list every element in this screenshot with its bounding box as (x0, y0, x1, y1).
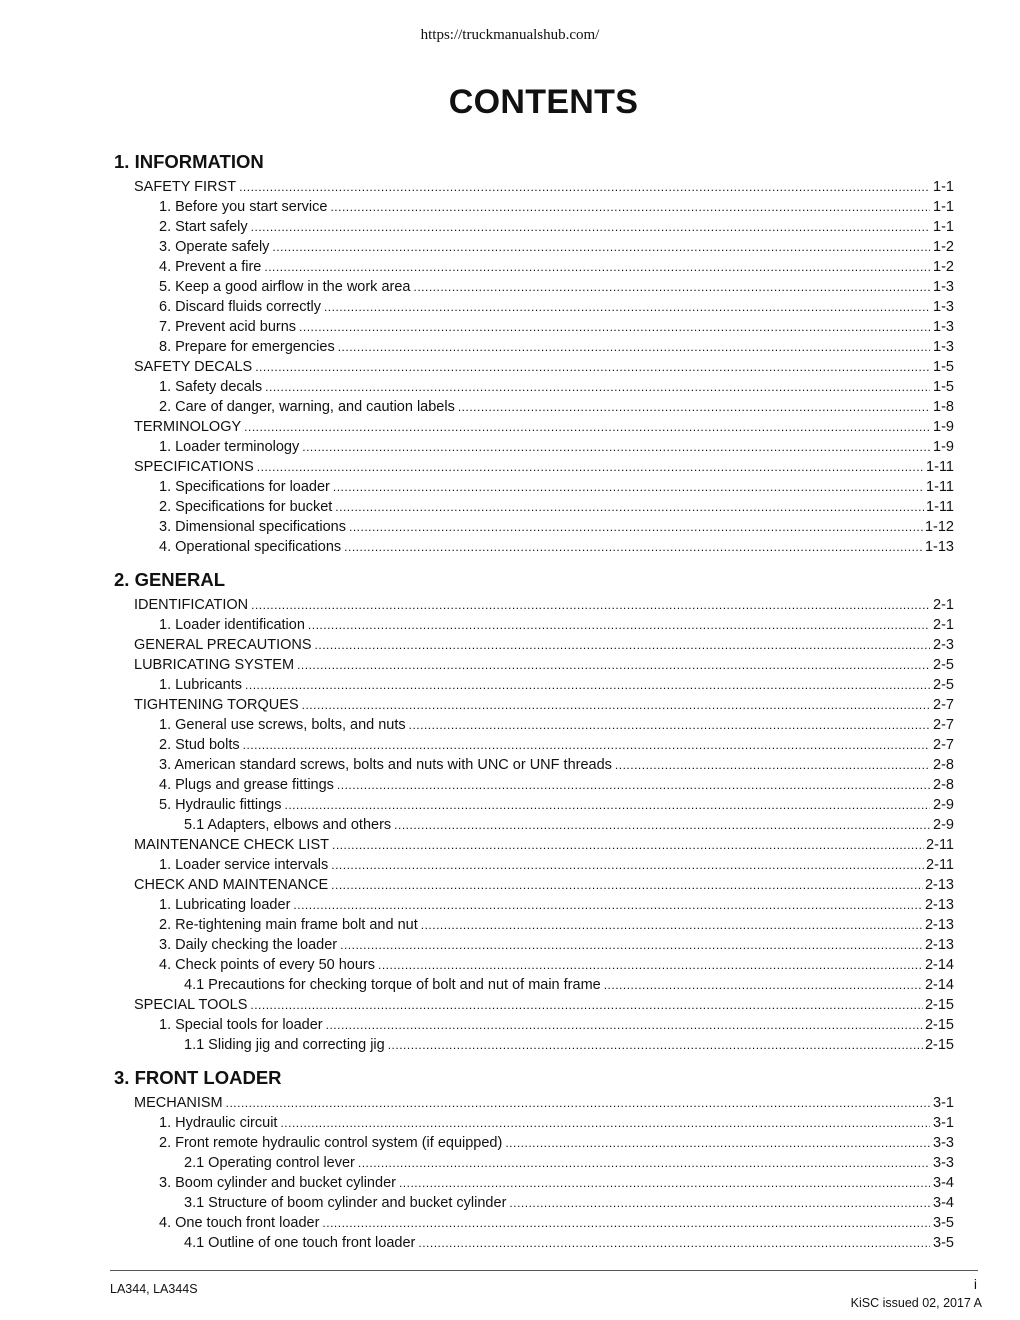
dot-leader (509, 1193, 930, 1213)
dot-leader (308, 615, 930, 635)
toc-entry-page: 3-1 (933, 1095, 954, 1111)
toc-entry-title: 3. American standard screws, bolts and nuts with UNC or UNF threads (159, 757, 612, 773)
toc-entry[interactable] (114, 237, 954, 257)
toc-entry-title: 4. One touch front loader (159, 1215, 320, 1231)
toc-entry-page: 2-8 (933, 757, 954, 773)
dot-leader (302, 437, 930, 457)
toc-entry-title: 8. Prepare for emergencies (159, 339, 335, 355)
toc-entry-title: MAINTENANCE CHECK LIST (134, 837, 329, 853)
toc-entry-title: CHECK AND MAINTENANCE (134, 877, 329, 893)
toc-entry-page: 2-9 (933, 797, 954, 813)
toc-entry-page: 1-2 (933, 239, 954, 255)
toc-entry[interactable] (114, 1133, 954, 1153)
dot-leader (330, 197, 930, 217)
toc-entry-title: IDENTIFICATION (134, 597, 249, 613)
toc-entry-page: 1-11 (926, 499, 954, 515)
toc-entry-page: 1-1 (933, 199, 954, 215)
toc-entry-title: 1. Loader identification (159, 617, 305, 633)
toc-entry-page: 1-11 (926, 479, 954, 495)
toc-entry[interactable] (114, 437, 954, 457)
toc-entry-page: 2-1 (933, 617, 954, 633)
toc-entry[interactable] (114, 795, 954, 815)
toc-entry-page: 1-9 (933, 439, 954, 455)
dot-leader (244, 417, 930, 437)
toc-entry-page: 2-14 (924, 977, 954, 993)
footer-model: LA344, LA344S (110, 1282, 198, 1296)
toc-entry-title: 1. Specifications for loader (159, 479, 330, 495)
toc-entry-title: 5. Keep a good airflow in the work area (159, 279, 411, 295)
dot-leader (251, 595, 930, 615)
toc-entry-title: 2. Stud bolts (159, 737, 240, 753)
toc-entry-title: 2. Specifications for bucket (159, 499, 333, 515)
toc-entry-title: 1. General use screws, bolts, and nuts (159, 717, 406, 733)
toc-entry-title: 3. Operate safely (159, 239, 270, 255)
dot-leader (458, 397, 930, 417)
toc-entry-title: SPECIFICATIONS (134, 459, 254, 475)
toc-entry-page: 2-15 (924, 1017, 954, 1033)
toc-entry-title: 4. Check points of every 50 hours (159, 957, 376, 973)
toc-entry-title: 4.1 Precautions for checking torque of bolt and nut of main frame (184, 977, 601, 993)
dot-leader (421, 915, 923, 935)
toc-entry-page: 2-13 (924, 937, 954, 953)
dot-leader (265, 377, 930, 397)
dot-leader (280, 1113, 930, 1133)
toc-entry[interactable] (114, 955, 954, 975)
toc-entry[interactable] (114, 915, 954, 935)
dot-leader (257, 457, 924, 477)
toc-entry[interactable] (114, 1093, 954, 1113)
toc-entry[interactable] (114, 177, 954, 197)
toc-entry-page: 1-3 (933, 339, 954, 355)
toc-entry-title: GENERAL PRECAUTIONS (134, 637, 312, 653)
dot-leader (251, 217, 930, 237)
toc-entry[interactable] (114, 457, 954, 477)
toc-entry[interactable] (114, 317, 954, 337)
table-of-contents (114, 147, 954, 1253)
dot-leader (243, 735, 930, 755)
dot-leader (331, 875, 923, 895)
dot-leader (239, 177, 930, 197)
dot-leader (349, 517, 923, 537)
toc-entry-page: 2-9 (933, 817, 954, 833)
dot-leader (409, 715, 930, 735)
toc-entry-page: 3-5 (933, 1215, 954, 1231)
toc-entry[interactable] (114, 775, 954, 795)
toc-entry[interactable] (114, 675, 954, 695)
dot-leader (388, 1035, 923, 1055)
toc-entry-title: 1. Loader terminology (159, 439, 300, 455)
toc-entry-page: 2-11 (926, 837, 954, 853)
toc-entry[interactable] (114, 377, 954, 397)
toc-entry-title: 4. Plugs and grease fittings (159, 777, 334, 793)
toc-entry-title: 5. Hydraulic fittings (159, 797, 282, 813)
toc-entry-page: 2-15 (924, 1037, 954, 1053)
toc-entry[interactable] (114, 277, 954, 297)
toc-entry-title: 5.1 Adapters, elbows and others (184, 817, 392, 833)
toc-entry-page: 1-5 (933, 379, 954, 395)
toc-entry-page: 3-4 (933, 1195, 954, 1211)
toc-entry[interactable] (114, 975, 954, 995)
toc-entry-title: 1. Hydraulic circuit (159, 1115, 278, 1131)
toc-entry-title: TERMINOLOGY (134, 419, 242, 435)
toc-entry[interactable] (114, 735, 954, 755)
toc-entry-page: 2-7 (933, 717, 954, 733)
toc-entry-title: 6. Discard fluids correctly (159, 299, 321, 315)
footer-page-number: i (973, 1276, 977, 1292)
toc-entry[interactable] (114, 755, 954, 775)
toc-entry-page: 1-12 (924, 519, 954, 535)
toc-entry-page: 3-1 (933, 1115, 954, 1131)
dot-leader (335, 497, 924, 517)
toc-entry-page: 2-14 (924, 957, 954, 973)
toc-entry-title: 3. Boom cylinder and bucket cylinder (159, 1175, 396, 1191)
toc-entry[interactable] (114, 875, 954, 895)
dot-leader (322, 1213, 930, 1233)
toc-entry-page: 1-8 (933, 399, 954, 415)
section-heading: 3. FRONT LOADER (114, 1067, 282, 1088)
toc-entry-title: SAFETY FIRST (134, 179, 237, 195)
section-heading: 2. GENERAL (114, 569, 226, 590)
dot-leader (344, 537, 923, 557)
toc-entry-title: 4.1 Outline of one touch front loader (184, 1235, 416, 1251)
toc-entry[interactable] (114, 655, 954, 675)
toc-entry-page: 1-1 (933, 179, 954, 195)
toc-entry[interactable] (114, 517, 954, 537)
dot-leader (245, 675, 930, 695)
toc-entry[interactable] (114, 695, 954, 715)
toc-entry[interactable] (114, 1233, 954, 1253)
toc-entry-page: 2-5 (933, 657, 954, 673)
toc-entry-page: 2-13 (924, 877, 954, 893)
toc-entry[interactable] (114, 537, 954, 557)
dot-leader (226, 1093, 930, 1113)
footer-issue: KiSC issued 02, 2017 A (850, 1296, 982, 1310)
toc-entry-title: 4. Prevent a fire (159, 259, 262, 275)
dot-leader (418, 1233, 930, 1253)
toc-entry-title: MECHANISM (134, 1095, 223, 1111)
toc-entry-page: 1-11 (926, 459, 954, 475)
dot-leader (255, 357, 930, 377)
toc-entry[interactable] (114, 815, 954, 835)
toc-entry-page: 2-5 (933, 677, 954, 693)
toc-entry-page: 2-7 (933, 737, 954, 753)
toc-entry[interactable] (114, 357, 954, 377)
toc-entry[interactable] (114, 615, 954, 635)
toc-entry-title: 1. Lubricants (159, 677, 243, 693)
dot-leader (340, 935, 923, 955)
toc-entry[interactable] (114, 477, 954, 497)
dot-leader (285, 795, 931, 815)
toc-entry-title: 2. Re-tightening main frame bolt and nut (159, 917, 418, 933)
dot-leader (604, 975, 923, 995)
dot-leader (299, 317, 930, 337)
toc-entry-title: 4. Operational specifications (159, 539, 342, 555)
dot-leader (394, 815, 930, 835)
toc-entry[interactable] (114, 835, 954, 855)
dot-leader (378, 955, 923, 975)
dot-leader (338, 337, 930, 357)
toc-entry-title: SAFETY DECALS (134, 359, 253, 375)
toc-entry[interactable] (114, 1113, 954, 1133)
page-title: CONTENTS (448, 83, 639, 121)
dot-leader (615, 755, 930, 775)
toc-entry[interactable] (114, 595, 954, 615)
toc-entry-title: 1. Before you start service (159, 199, 328, 215)
toc-entry-title: 3. Dimensional specifications (159, 519, 346, 535)
toc-entry-page: 2-7 (933, 697, 954, 713)
toc-entry-title: 1.1 Sliding jig and correcting jig (184, 1037, 385, 1053)
toc-entry-title: 1. Safety decals (159, 379, 263, 395)
toc-entry[interactable] (114, 397, 954, 417)
dot-leader (505, 1133, 930, 1153)
toc-entry[interactable] (114, 635, 954, 655)
toc-entry-page: 1-1 (933, 219, 954, 235)
toc-entry-page: 2-13 (924, 897, 954, 913)
dot-leader (413, 277, 930, 297)
toc-entry-title: 1. Special tools for loader (159, 1017, 323, 1033)
dot-leader (264, 257, 930, 277)
toc-entry-page: 2-13 (924, 917, 954, 933)
toc-entry-page: 2-3 (933, 637, 954, 653)
toc-entry[interactable] (114, 715, 954, 735)
dot-leader (250, 995, 923, 1015)
toc-entry-title: 1. Loader service intervals (159, 857, 329, 873)
section-heading: 1. INFORMATION (114, 151, 264, 172)
toc-entry[interactable] (114, 337, 954, 357)
dot-leader (332, 835, 924, 855)
toc-entry-page: 1-13 (924, 539, 954, 555)
toc-entry-page: 3-3 (933, 1135, 954, 1151)
toc-entry[interactable] (114, 1153, 954, 1173)
toc-entry[interactable] (114, 1015, 954, 1035)
dot-leader (297, 655, 930, 675)
toc-entry-page: 1-5 (933, 359, 954, 375)
header-url: https://truckmanualshub.com/ (420, 27, 600, 43)
toc-entry-title: 3.1 Structure of boom cylinder and bucket cylinder (184, 1195, 507, 1211)
dot-leader (333, 477, 924, 497)
dot-leader (324, 297, 930, 317)
toc-entry-title: 2. Front remote hydraulic control system (if equipped) (159, 1135, 503, 1151)
toc-entry-title: 7. Prevent acid burns (159, 319, 297, 335)
toc-entry-title: SPECIAL TOOLS (134, 997, 248, 1013)
toc-entry-title: 2.1 Operating control lever (184, 1155, 355, 1171)
toc-entry[interactable] (114, 1035, 954, 1055)
dot-leader (358, 1153, 930, 1173)
toc-entry-page: 3-4 (933, 1175, 954, 1191)
toc-entry-page: 3-5 (933, 1235, 954, 1251)
toc-entry[interactable] (114, 1193, 954, 1213)
dot-leader (331, 855, 924, 875)
toc-entry-page: 1-3 (933, 279, 954, 295)
dot-leader (337, 775, 930, 795)
footer-divider (110, 1270, 978, 1271)
toc-entry-page: 1-3 (933, 299, 954, 315)
toc-entry[interactable] (114, 995, 954, 1015)
toc-entry-page: 1-3 (933, 319, 954, 335)
toc-entry[interactable] (114, 855, 954, 875)
toc-entry[interactable] (114, 217, 954, 237)
toc-entry[interactable] (114, 197, 954, 217)
toc-entry-page: 2-11 (926, 857, 954, 873)
toc-entry[interactable] (114, 935, 954, 955)
toc-entry-page: 2-15 (924, 997, 954, 1013)
toc-entry[interactable] (114, 497, 954, 517)
toc-entry[interactable] (114, 895, 954, 915)
toc-entry[interactable] (114, 297, 954, 317)
toc-entry[interactable] (114, 1213, 954, 1233)
dot-leader (399, 1173, 930, 1193)
dot-leader (302, 695, 930, 715)
toc-entry-page: 1-2 (933, 259, 954, 275)
toc-entry[interactable] (114, 257, 954, 277)
toc-entry-title: 3. Daily checking the loader (159, 937, 338, 953)
toc-entry[interactable] (114, 417, 954, 437)
toc-entry-title: 2. Start safely (159, 219, 248, 235)
toc-entry-page: 1-9 (933, 419, 954, 435)
toc-entry-page: 2-8 (933, 777, 954, 793)
toc-entry-page: 3-3 (933, 1155, 954, 1171)
toc-entry-title: LUBRICATING SYSTEM (134, 657, 295, 673)
toc-entry-title: 1. Lubricating loader (159, 897, 291, 913)
dot-leader (293, 895, 923, 915)
dot-leader (326, 1015, 923, 1035)
toc-entry-title: TIGHTENING TORQUES (134, 697, 299, 713)
dot-leader (315, 635, 930, 655)
dot-leader (272, 237, 930, 257)
toc-entry-page: 2-1 (933, 597, 954, 613)
toc-entry-title: 2. Care of danger, warning, and caution labels (159, 399, 455, 415)
toc-entry[interactable] (114, 1173, 954, 1193)
